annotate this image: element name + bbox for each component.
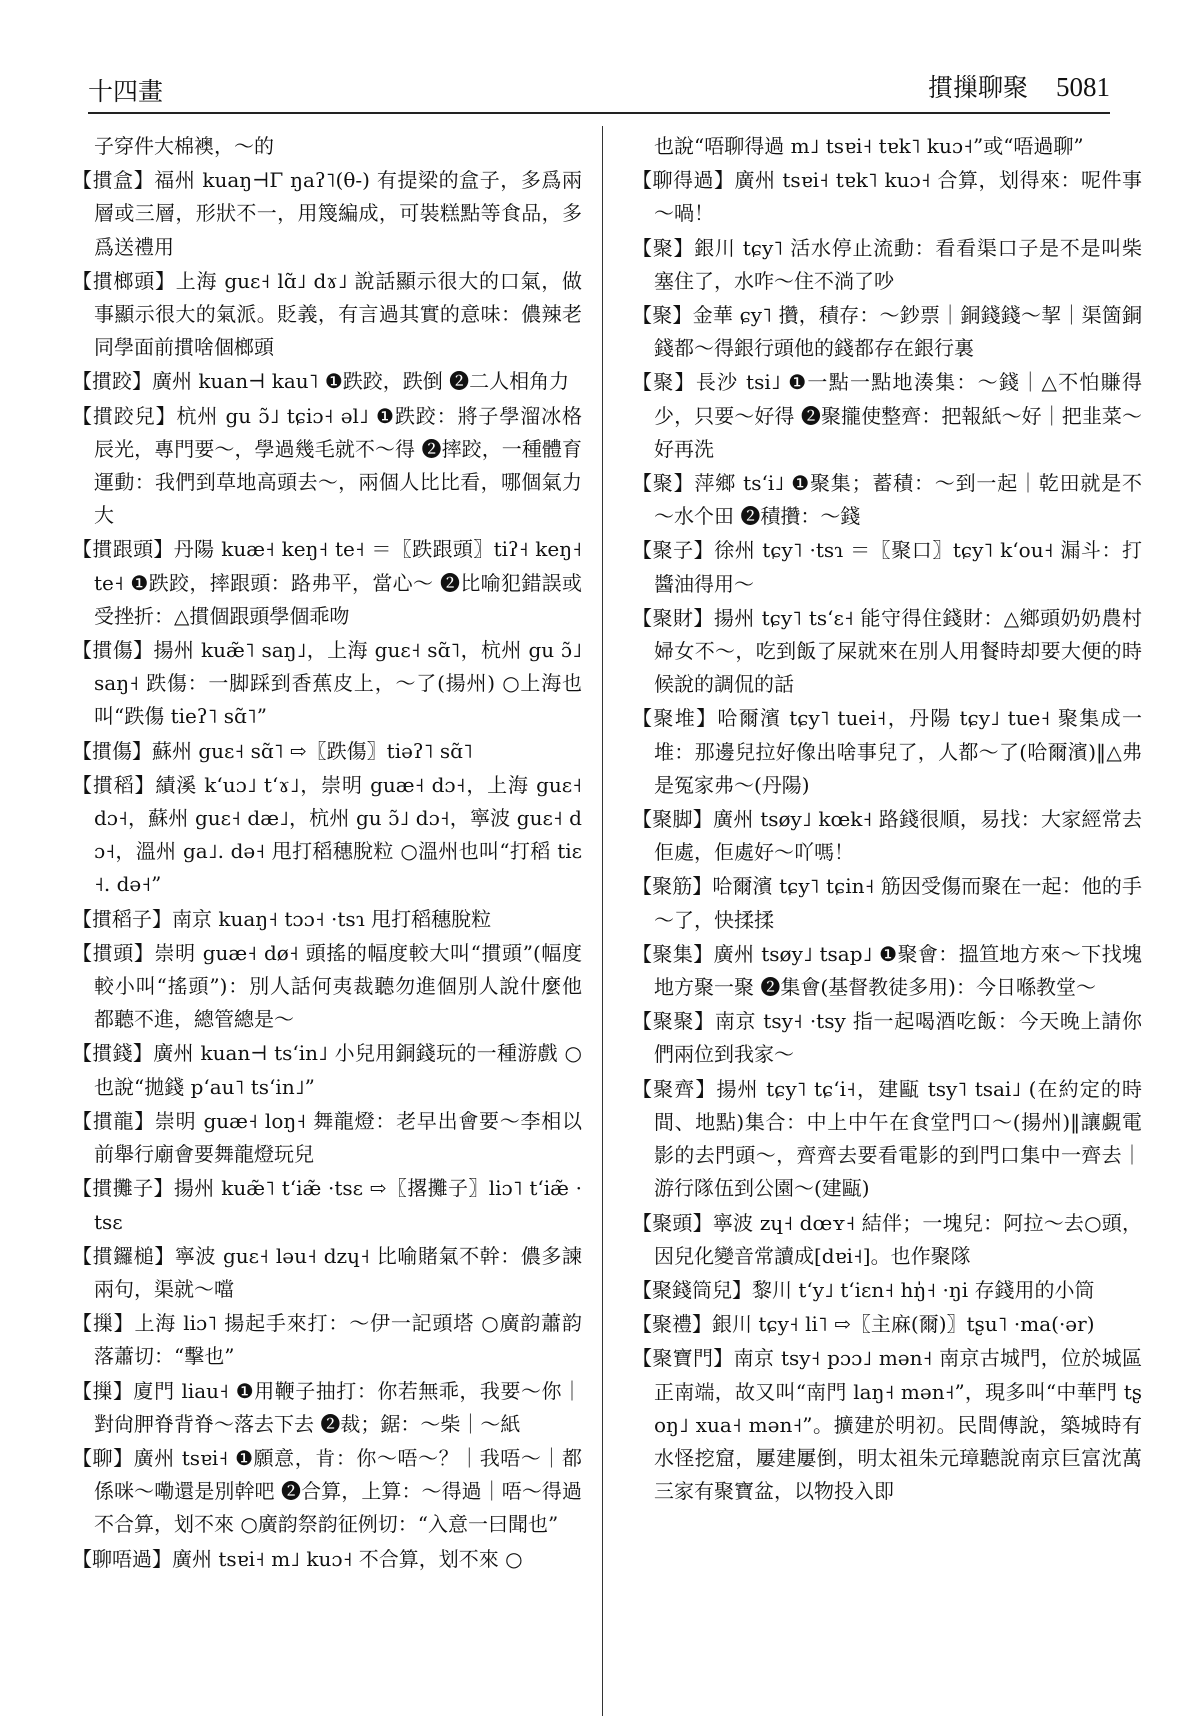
guide-words: 摜摷聊聚 <box>927 73 1028 102</box>
dictionary-entry: 也說“唔聊得過 m˩ tsɐi˧ tɐk˥ kuɔ˧”或“唔過聊” <box>654 134 1084 158</box>
column-divider <box>602 126 603 1716</box>
dictionary-entry: 【聚】銀川 tɕy˥ 活水停止流動：看看渠口子是不是叫柴塞住了，水咋～住不淌了吵 <box>632 235 1142 293</box>
dictionary-entry: 【聚】萍鄉 tsʻi˩ ❶聚集；蓄積：～到一起｜乾田就是不～水个田 ❷積攢：～錢 <box>632 471 1142 529</box>
dictionary-entry: 【摷】廈門 liau˧ ❶用鞭子抽打：你若無乖，我要～你｜對尙胛脊背脊～落去下去 ❷裁；鋸：～柴｜～紙 <box>72 1378 582 1436</box>
dictionary-entry: 【聚集】廣州 tsøy˩ tsap˩ ❶聚會：搵笪地方來～下找塊地方聚一聚 ❷集會(基督教徒多用)：今日喺教堂～ <box>632 941 1142 1000</box>
dictionary-entry: 【摜錢】廣州 kuan⊣ tsʻin˩ 小兒用銅錢玩的一種游戲 ○也說“拋錢 pʻau˥ tsʻin˩” <box>72 1041 582 1099</box>
dictionary-entry: 【摜傷】蘇州 guɛ˧ sɑ̃˥ ⇨〖跌傷〗tiəʔ˥ sɑ̃˥ <box>72 738 473 763</box>
dictionary-entry: 【摷】上海 liɔ˥ 揚起手來打：～伊一記頭塔 ○廣韵蕭韵落蕭切：“擊也” <box>72 1311 582 1369</box>
dictionary-entry: 【摜攤子】揚州 kuæ̃˥ tʻiæ̃ ·tsɛ ⇨〖撂攤子〗liɔ˥ tʻiæ̃ ·tsɛ <box>72 1176 582 1234</box>
dictionary-entry: 【摜稻子】南京 kuaŋ˧ tɔɔ˧ ·tsɿ 甩打稻穗脫粒 <box>72 906 492 931</box>
section-label: 十四畫 <box>88 77 164 106</box>
dictionary-entry: 【摜跤兒】杭州 gu ɔ̃˩ tɕiɔ˧ əl˩ ❶跌跤：將子學溜冰格辰光，專門要～，學過幾毛就不～得 ❷摔跤，一種體育運動：我們到草地高頭去～，兩個人比比看，哪個氣力大 <box>72 403 582 528</box>
right-column <box>632 130 1142 1509</box>
dictionary-entry: 【聚堆】哈爾濱 tɕy˥ tuei˧，丹陽 tɕy˩ tue˧ 聚集成一堆：那邊兒拉好像出啥事兒了，人都～了(哈爾濱)‖△弗是冤家弗～(丹陽) <box>632 706 1142 797</box>
dictionary-entry: 【聚錢筒兒】黎川 tʻy˩ tʻiɛn˧ hŋ̍˧ ·ŋi 存錢用的小筒 <box>632 1277 1095 1302</box>
dictionary-entry: 【聊】廣州 tsɐi˧ ❶願意，肯：你～唔～？｜我唔～｜都係咪～嘞還是別幹吧 ❷合算，上算：～得過｜唔～得過不合算，划不來 ○廣韵祭韵征例切：“入意一曰聞也” <box>72 1445 582 1537</box>
dictionary-entry: 【聚子】徐州 tɕy˥ ·tsɿ ＝〖聚口〗tɕy˥ kʻou˧ 漏斗：打醬油得用～ <box>632 538 1142 596</box>
dictionary-entry: 【聚齊】揚州 tɕy˥ tɕʻi˧，建甌 tsy˥ tsai˩ (在約定的時間、地點)集合：中上中午在食堂門口～(揚州)‖讓覷電影的去門頭～，齊齊去要看電影的到門口集中一齊去｜游行隊伍到公園～(建甌) <box>632 1076 1142 1201</box>
dictionary-entry: 【聊得過】廣州 tsɐi˧ tɐk˥ kuɔ˧ 合算，划得來：呢件事～喎！ <box>632 168 1142 226</box>
dictionary-entry: 【聚筋】哈爾濱 tɕy˥ tɕin˧ 筋因受傷而聚在一起：他的手～了，快揉揉 <box>632 874 1142 932</box>
dictionary-entry: 【摜頭】崇明 guæ˧ dø˧ 頭搖的幅度較大叫“摜頭”(幅度較小叫“搖頭”)：別人話何夷裁聽勿進個別人說什麼他都聽不進，總管總是～ <box>72 940 582 1032</box>
dictionary-entry: 【聚寶門】南京 tsy˧ pɔɔ˩ mən˧ 南京古城門，位於城區正南端，故又叫“南門 laŋ˧ mən˧”，現多叫“中華門 tʂoŋ˩ xua˧ mən˧”。擴建於明初。民間傳說，築城時有水怪挖窟，屢建屢倒，明太祖朱元璋聽說南京巨富沈萬三家有聚寶盆，以物投入即 <box>632 1346 1142 1504</box>
dictionary-entry: 【摜稻】績溪 kʻuɔ˩ tʻɤ˩，崇明 guæ˧ dɔ˧，上海 guɛ˧ dɔ˧，蘇州 guɛ˧ dæ˩，杭州 gu ɔ̃˩ dɔ˧，寧波 guɛ˧ dɔ˧，溫州 ga˩. də˧ 甩打稻穗脫粒 ○溫州也叫“打稻 tiɛ˧. də˧” <box>72 772 582 897</box>
dictionary-entry: 【聚財】揚州 tɕy˥ tsʻɛ˧ 能守得住錢財：△鄉頭奶奶農村婦女不～，吃到飯了屎就來在別人用餐時却要大便的時候說的調侃的話 <box>632 605 1142 697</box>
dictionary-entry: 【摜傷】揚州 kuæ̃˥ saŋ˩，上海 guɛ˧ sɑ̃˥，杭州 gu ɔ̃˩ saŋ˧ 跌傷：一脚踩到香蕉皮上，～了(揚州) ○上海也叫“跌傷 tieʔ˥ sɑ̃˥” <box>72 638 582 729</box>
dictionary-entry: 【聊唔過】廣州 tsɐi˧ m˩ kuɔ˧ 不合算，划不來 ○ <box>72 1546 523 1571</box>
dictionary-entry: 【聚禮】銀川 tɕy˧ li˥ ⇨〖主麻(爾)〗tʂu˥ ·ma(·ər) <box>632 1312 1095 1337</box>
page-header <box>88 60 1110 114</box>
dictionary-entry: 【摜盒】福州 kuaŋ⊣Γ ŋaʔ˥(θ-) 有提梁的盒子，多爲兩層或三層，形狀不一，用篾編成，可裝糕點等食品，多爲送禮用 <box>72 168 582 259</box>
dictionary-entry: 【摜龍】崇明 guæ˧ loŋ˧ 舞龍燈：老早出會要～李相以前舉行廟會要舞龍燈玩兒 <box>72 1108 582 1167</box>
dictionary-entry: 【聚】長沙 tsi˩ ❶一點一點地湊集：～錢｜△不怕賺得少，只要～好得 ❷聚攏使整齊：把報紙～好｜把韭菜～好再洗 <box>632 370 1142 461</box>
dictionary-entry: 【摜跟頭】丹陽 kuæ˧ keŋ˧ te˧ ＝〖跌跟頭〗tiʔ˧ keŋ˧ te˧ ❶跌跤，摔跟頭：路弗平，當心～ ❷比喻犯錯誤或受挫折：△摜個跟頭學個乖吻 <box>72 537 582 628</box>
dictionary-entry: 【聚頭】寧波 zɥ˧ dœʏ˧ 結伴；一塊兒：阿拉～去○頭，因兒化變音常讀成[dɐi˧]。也作聚隊 <box>632 1210 1142 1268</box>
dictionary-entry: 【聚聚】南京 tsy˧ ·tsy 指一起喝酒吃飯：今天晚上請你們兩位到我家～ <box>632 1009 1142 1067</box>
page-number: 5081 <box>1056 72 1110 102</box>
dictionary-entry: 子穿件大棉襖，～的 <box>94 134 274 158</box>
dictionary-entry: 【摜跤】廣州 kuan⊣ kau˥ ❶跌跤，跌倒 ❷二人相角力 <box>72 369 570 394</box>
dictionary-entry: 【聚】金華 ɕy˥ 攢，積存：～鈔票｜銅錢錢～挈｜渠箇銅錢都～得銀行頭他的錢都存在銀行裏 <box>632 303 1142 361</box>
dictionary-entry: 【摜鑼槌】寧波 guɛ˧ ləu˧ dzɥ˧ 比喻賭氣不幹：儂多諫兩句，渠就～噹 <box>72 1243 582 1301</box>
left-column <box>72 130 582 1577</box>
running-head <box>928 68 1110 104</box>
dictionary-entry: 【聚脚】廣州 tsøy˩ kœk˧ 路錢很順，易找：大家經常去佢處，佢處好～吖嗎！ <box>632 807 1142 865</box>
dictionary-entry: 【摜榔頭】上海 guɛ˧ lɑ̃˩ dɤ˩ 說話顯示很大的口氣，做事顯示很大的氣派。貶義，有言過其實的意味：儂辣老同學面前摜啥個榔頭 <box>72 268 582 360</box>
